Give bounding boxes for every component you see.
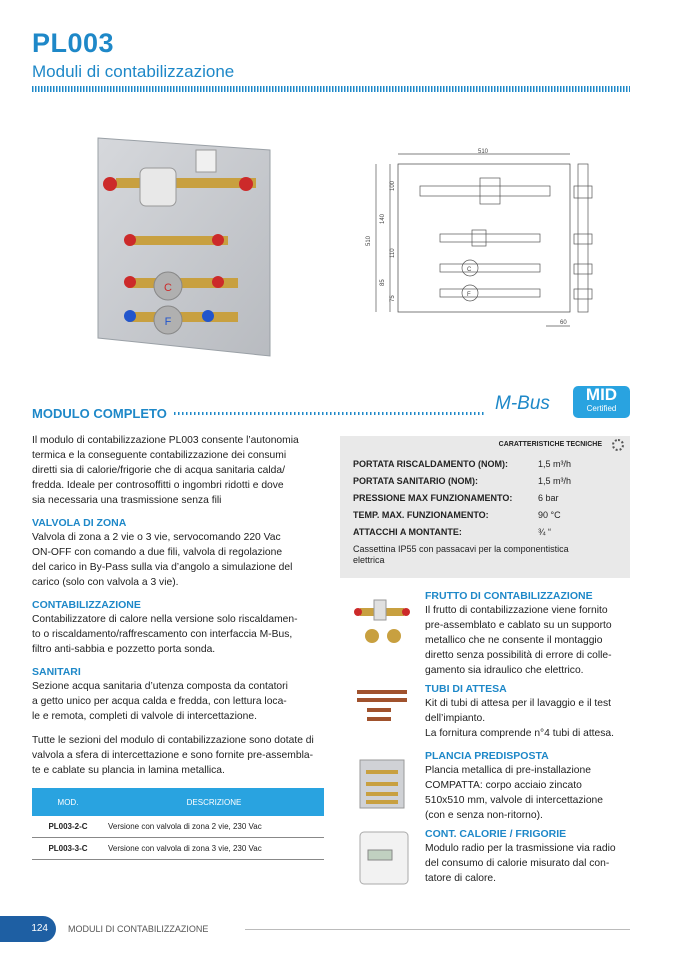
spec-row <box>340 473 630 490</box>
tubi-heading: TUBI DI ATTESA <box>425 683 507 695</box>
specs-heading: CARATTERISTICHE TECNICHE <box>498 441 602 448</box>
product-photo <box>78 128 278 360</box>
heading-dotted-rule <box>174 412 484 415</box>
technical-drawing <box>360 146 608 332</box>
frutto-image <box>352 594 412 654</box>
text-line: (con e senza non-ritorno). <box>425 810 543 821</box>
photo-label-f: F <box>164 316 172 328</box>
contab-text <box>32 612 327 657</box>
text-line: Kit di tubi di attesa per il lavaggio e il test <box>425 698 612 709</box>
text-line: carico (solo con valvola a 3 vie). <box>32 577 179 588</box>
spec-value: ¾ “ <box>538 527 552 537</box>
dim-100: 100 <box>390 180 396 191</box>
text-line: diretto senza possibilità di errore di colle- <box>425 650 612 661</box>
mid-certified-badge <box>573 386 630 418</box>
col-desc: DESCRIZIONE <box>104 788 324 816</box>
dim-60: 60 <box>560 320 567 326</box>
contab-heading: CONTABILIZZAZIONE <box>32 599 141 611</box>
text-line: 510x510 mm, valvole di intercettazione <box>425 795 604 806</box>
cell-mod: PL003-3-C <box>32 838 104 860</box>
text-line: dell’impianto. <box>425 713 486 724</box>
tubi-text <box>425 696 630 741</box>
text-line: valvola a sfera di intercettazione e sono fornite pre-assembla- <box>32 750 314 761</box>
calorie-meter-image <box>358 830 410 886</box>
intro-text <box>32 433 327 508</box>
spec-key: ATTACCHI A MONTANTE: <box>353 527 462 537</box>
text-line: le e remota, completi di valvole di intercettazione. <box>32 711 257 722</box>
frutto-heading: FRUTTO DI CONTABILIZZAZIONE <box>425 590 593 602</box>
dim-510-top: 510 <box>478 149 489 155</box>
text-line: Plancia metallica di pre-installazione <box>425 765 591 776</box>
spec-value: 1,5 m³/h <box>538 459 572 469</box>
text-line: termica e la conseguente contabilizzazione dei consumi <box>32 450 287 461</box>
text-line: Contabilizzatore di calore nella versione solo riscaldamen- <box>32 614 298 625</box>
text-line: Tutte le sezioni del modulo di contabilizzazione sono dotate di <box>32 735 314 746</box>
plancia-heading: PLANCIA PREDISPOSTA <box>425 750 549 762</box>
spec-row <box>340 490 630 507</box>
text-line: fredda. Ideale per controsoffitti o ingombri ridotti e dove <box>32 480 284 491</box>
drawing-label-c: C <box>467 267 472 273</box>
valvola-text <box>32 530 327 590</box>
closing-text <box>32 733 327 778</box>
spec-key: PRESSIONE MAX FUNZIONAMENTO: <box>353 493 513 503</box>
valvola-heading: VALVOLA DI ZONA <box>32 517 127 529</box>
page-title: PL003 <box>32 28 115 58</box>
drawing-label-f: F <box>467 292 471 298</box>
mid-sub: Certified <box>586 404 617 413</box>
dim-110: 110 <box>390 248 396 258</box>
spec-key: PORTATA SANITARIO (NOM): <box>353 476 478 486</box>
frutto-text <box>425 603 630 678</box>
text-line: te e cablate su plancia in lamina metallica. <box>32 765 225 776</box>
text-line: a getto unico per acqua calda e fredda, con lettura loca- <box>32 696 287 707</box>
text-line: metallico che ne consente il montaggio <box>425 635 603 646</box>
gear-icon <box>612 439 624 451</box>
dim-85: 85 <box>380 279 386 286</box>
dim-510-left: 510 <box>366 235 372 246</box>
sanitari-heading: SANITARI <box>32 666 81 678</box>
text-line: Il modulo di contabilizzazione PL003 consente l’autonomia <box>32 435 299 446</box>
spec-value: 6 bar <box>538 493 559 503</box>
text-line: Modulo radio per la trasmissione via radio <box>425 843 616 854</box>
text-line: Cassettina IP55 con passacavi per la componentistica <box>353 544 569 554</box>
cell-mod: PL003-2-C <box>32 816 104 838</box>
text-line: del carico in By-Pass sulla via d’angolo a simulazione del <box>32 562 293 573</box>
specs-box <box>340 436 630 578</box>
sanitari-text <box>32 679 327 724</box>
page-number: 124 <box>0 916 56 942</box>
dim-75: 75 <box>390 295 396 302</box>
spec-row <box>340 456 630 473</box>
text-line: COMPATTA: corpo acciaio zincato <box>425 780 582 791</box>
table-row <box>32 838 324 860</box>
text-line: ON-OFF con comando a due fili, valvola di regolazione <box>32 547 283 558</box>
specs-note <box>353 544 569 566</box>
spec-value: 90 °C <box>538 510 561 520</box>
calorie-heading: CONT. CALORIE / FRIGORIE <box>425 828 567 840</box>
photo-label-c: C <box>164 282 172 294</box>
header-rule <box>32 86 630 92</box>
footer-label: MODULI DI CONTABILIZZAZIONE <box>68 924 209 934</box>
plancia-text <box>425 763 630 823</box>
tubi-image <box>355 686 410 726</box>
section-heading-modulo: MODULO COMPLETO <box>32 406 167 421</box>
calorie-text <box>425 841 630 886</box>
text-line: Il frutto di contabilizzazione viene fornito <box>425 605 608 616</box>
cell-desc: Versione con valvola di zona 3 vie, 230 Vac <box>104 838 324 860</box>
spec-row <box>340 524 630 541</box>
dim-140: 140 <box>380 213 386 224</box>
mid-label: MID <box>585 385 618 404</box>
table-row <box>32 816 324 838</box>
plancia-image <box>358 758 406 810</box>
text-line: filtro anti-sabbia e pozzetto porta sonda. <box>32 644 216 655</box>
footer-rule <box>245 929 630 930</box>
mbus-logo: M-Bus <box>495 393 550 414</box>
text-line: elettrica <box>353 555 385 565</box>
table-header-row <box>32 788 324 816</box>
page-subtitle: Moduli di contabilizzazione <box>32 62 235 81</box>
text-line: del consumo di calorie misurato dal con- <box>425 858 610 869</box>
col-mod: MOD. <box>32 788 104 816</box>
spec-key: TEMP. MAX. FUNZIONAMENTO: <box>353 510 489 520</box>
models-table <box>32 788 324 860</box>
spec-value: 1,5 m³/h <box>538 476 572 486</box>
spec-row <box>340 507 630 524</box>
text-line: gamento sia idraulico che elettrico. <box>425 665 584 676</box>
text-line: La fornitura comprende n°4 tubi di attesa. <box>425 728 615 739</box>
text-line: tatore di calore. <box>425 873 496 884</box>
text-line: to o riscaldamento/raffrescamento con interfaccia M-Bus, <box>32 629 293 640</box>
text-line: pre-assemblato e cablato su un supporto <box>425 620 612 631</box>
cell-desc: Versione con valvola di zona 2 vie, 230 Vac <box>104 816 324 838</box>
text-line: Valvola di zona a 2 vie o 3 vie, servocomando 220 Vac <box>32 532 281 543</box>
text-line: sia necessaria una trasmissione senza fili <box>32 495 222 506</box>
spec-key: PORTATA RISCALDAMENTO (NOM): <box>353 459 508 469</box>
text-line: diretti sia di calorie/frigorie che di acqua sanitaria calda/ <box>32 465 285 476</box>
text-line: Sezione acqua sanitaria d’utenza composta da contatori <box>32 681 288 692</box>
